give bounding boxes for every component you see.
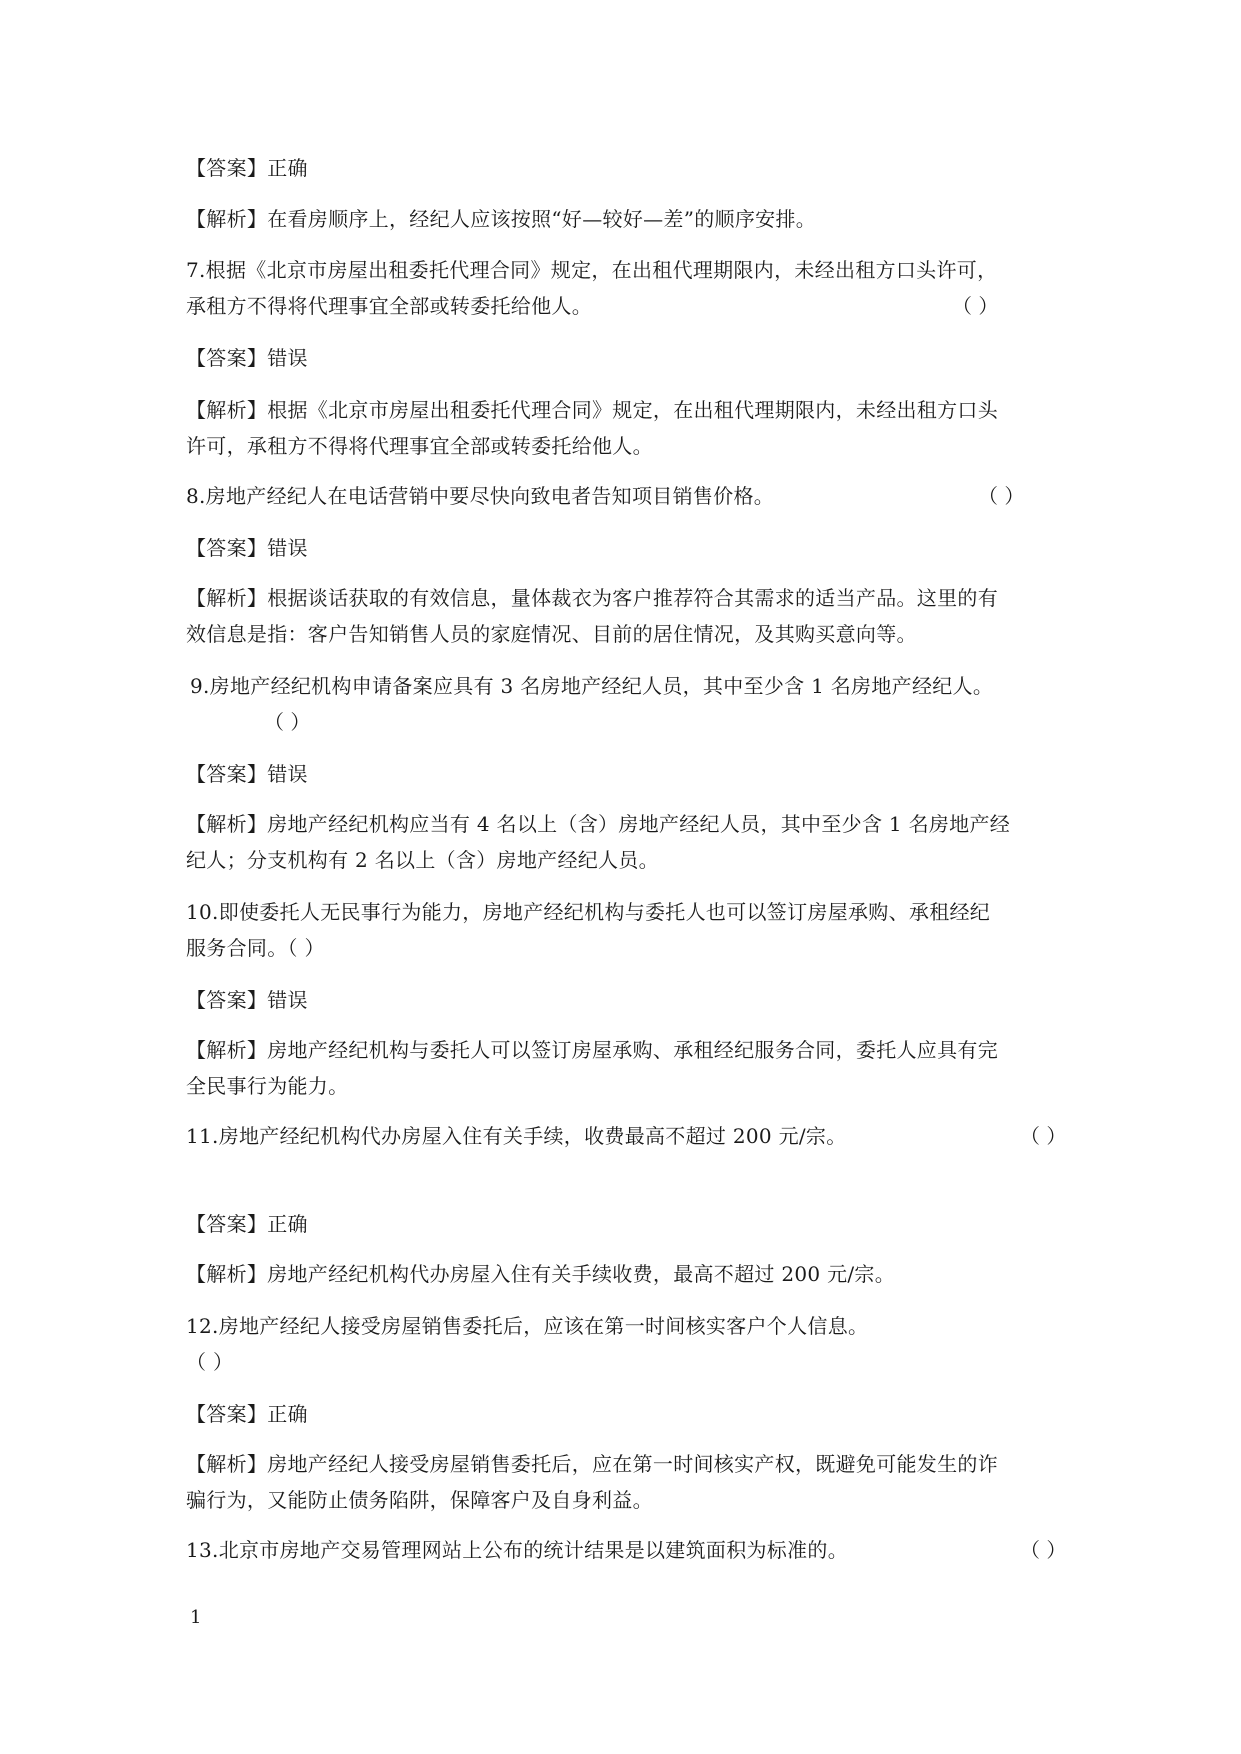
analysis-q7-line-2: 许可，承租方不得将代理事宜全部或转委托给他人。 [186, 434, 653, 458]
question-12: 12.房地产经纪人接受房屋销售委托后，应该在第一时间核实客户个人信息。 [186, 1314, 869, 1338]
question-9: 9.房地产经纪机构申请备案应具有 3 名房地产经纪人员，其中至少含 1 名房地产经纪人。 [190, 674, 994, 698]
question-8-blank: （ ） [978, 484, 1025, 508]
analysis-q10-line-1: 【解析】房地产经纪机构与委托人可以签订房屋承购、承租经纪服务合同，委托人应具有完 [186, 1038, 998, 1062]
answer-q11: 【答案】正确 [186, 1212, 308, 1236]
analysis-q7-line-1: 【解析】根据《北京市房屋出租委托代理合同》规定，在出租代理期限内，未经出租方口头 [186, 398, 998, 422]
analysis-q9-line-2: 纪人；分支机构有 2 名以上（含）房地产经纪人员。 [186, 848, 659, 872]
analysis-q8-line-2: 效信息是指：客户告知销售人员的家庭情况、目前的居住情况，及其购买意向等。 [186, 622, 917, 646]
analysis-q11: 【解析】房地产经纪机构代办房屋入住有关手续收费，最高不超过 200 元/宗。 [186, 1262, 896, 1286]
analysis-q9-line-1: 【解析】房地产经纪机构应当有 4 名以上（含）房地产经纪人员，其中至少含 1 名房地产经 [186, 812, 1011, 836]
question-13: 13.北京市房地产交易管理网站上公布的统计结果是以建筑面积为标准的。 [186, 1538, 849, 1562]
question-12-blank: （ ） [186, 1350, 234, 1374]
question-11: 11.房地产经纪机构代办房屋入住有关手续，收费最高不超过 200 元/宗。 [186, 1124, 847, 1148]
answer-q10: 【答案】错误 [186, 988, 308, 1012]
question-7-line-2: 承租方不得将代理事宜全部或转委托给他人。 [186, 294, 592, 318]
answer-q8: 【答案】错误 [186, 536, 308, 560]
analysis-q12-line-2: 骗行为，又能防止债务陷阱，保障客户及自身利益。 [186, 1488, 653, 1512]
page-number: 1 [190, 1607, 202, 1628]
question-7-line-1: 7.根据《北京市房屋出租委托代理合同》规定，在出租代理期限内，未经出租方口头许可， [186, 258, 998, 282]
question-10-line-2: 服务合同。（ ） [186, 936, 325, 960]
analysis-q10-line-2: 全民事行为能力。 [186, 1074, 349, 1098]
question-9-blank: （ ） [264, 710, 311, 734]
answer-q12: 【答案】正确 [186, 1402, 308, 1426]
analysis-q8-line-1: 【解析】根据谈话获取的有效信息，量体裁衣为客户推荐符合其需求的适当产品。这里的有 [186, 586, 998, 610]
answer-q6: 【答案】正确 [186, 156, 308, 180]
question-13-blank: （ ） [1020, 1538, 1067, 1562]
question-10-line-1: 10.即使委托人无民事行为能力，房地产经纪机构与委托人也可以签订房屋承购、承租经纪 [186, 900, 991, 924]
answer-q7: 【答案】错误 [186, 346, 308, 370]
question-11-blank: （ ） [1020, 1124, 1067, 1148]
question-8: 8.房地产经纪人在电话营销中要尽快向致电者告知项目销售价格。 [186, 484, 775, 508]
analysis-q6: 【解析】在看房顺序上，经纪人应该按照“好—较好—差”的顺序安排。 [186, 207, 817, 231]
question-7-blank: （ ） [952, 294, 999, 318]
answer-q9: 【答案】错误 [186, 762, 308, 786]
analysis-q12-line-1: 【解析】房地产经纪人接受房屋销售委托后，应在第一时间核实产权，既避免可能发生的诈 [186, 1452, 998, 1476]
